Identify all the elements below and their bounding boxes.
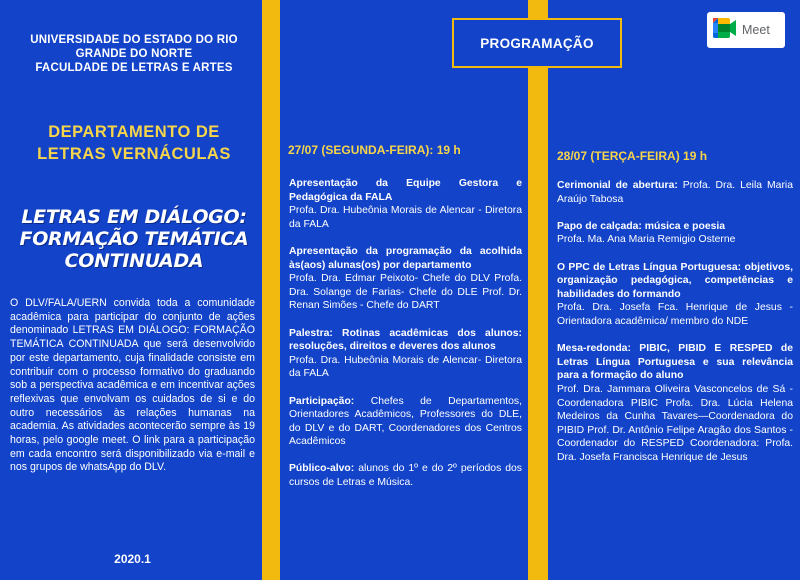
university-name-line2: GRANDE DO NORTE bbox=[75, 48, 193, 60]
item-detail: Profa. Ma. Ana Maria Remigio Osterne bbox=[557, 234, 736, 246]
invitation-text: O DLV/FALA/UERN convida toda a comunidade acadêmica para participar do conjunto de ações denominado LETRAS EM DIÁLOGO: FORMAÇÃO TEMÁTICA CONTINUADA que será desenvolvido por este departamento, cuja finalidade consiste em contribuir com o processo formativo do graduando sob a perspectiva acadêmica e em incentivar ações reflexivas que envolvam os cuidados de si e do outro necessários às relações humanas na academia. As atividades acontecerão sempre às 19 horas, pelo google meet. O link para a participação em cada encontro será disponibilizado via e-mail e nos grupos de whatsApp do DLV. bbox=[10, 297, 255, 474]
meet-logo bbox=[707, 12, 785, 48]
item-title: Público-alvo: bbox=[289, 463, 355, 475]
item-detail: Profa. Dra. Edmar Peixoto- Chefe do DLV Profa. Dra. Solange de Farias- Chefe do DLE Prof. Dr. Renan Simões - Chefe do DART bbox=[289, 273, 522, 312]
event-title-line3: CONTINUADA bbox=[64, 250, 204, 272]
schedule-item bbox=[289, 245, 522, 313]
day2-schedule bbox=[557, 179, 793, 478]
schedule-item bbox=[557, 220, 793, 247]
item-title: Papo de calçada: música e poesia bbox=[557, 220, 726, 232]
item-title: Cerimonial de abertura: bbox=[557, 180, 678, 191]
programacao-box bbox=[452, 18, 622, 68]
item-title: Mesa-redonda: PIBIC, PIBID E RESPED de Letras Língua Portuguesa e sua relevância para a formação do aluno bbox=[557, 343, 793, 382]
department-line2: LETRAS VERNÁCULAS bbox=[37, 145, 231, 163]
semester-label: 2020.1 bbox=[114, 552, 151, 566]
item-detail: alunos do 1º e do 2º períodos dos cursos de Letras e Música. bbox=[289, 463, 523, 489]
department-line1: DEPARTAMENTO DE bbox=[48, 123, 220, 141]
schedule-item bbox=[557, 261, 793, 329]
programacao-label: PROGRAMAÇÃO bbox=[480, 35, 594, 51]
university-name-line1: UNIVERSIDADE DO ESTADO DO RIO bbox=[30, 34, 238, 46]
item-title: Apresentação da programação da acolhida às(aos) alunas(os) por departamento bbox=[289, 245, 522, 271]
item-title: Participação: bbox=[289, 395, 355, 407]
meet-label: Meet bbox=[742, 23, 770, 37]
google-meet-icon bbox=[713, 18, 737, 43]
item-detail: Chefes de Departamentos, Orientadores Acadêmicos, Professores do DLE, do DLV e do DART, Coordenadores dos Centros Acadêmicos bbox=[289, 395, 523, 448]
schedule-item bbox=[557, 179, 793, 206]
left-panel bbox=[0, 0, 262, 580]
item-detail: Prof. Dra. Jammara Oliveira Vasconcelos de Sá - Coordenadora PIBIC Profa. Dra. Lúcia Helena Medeiros da Cunha Tavares—Coordenadora do PIBID Prof. Dr. Antônio Felipe Aragão dos Santos - Coordenador do RESPED Coordenadora: Profa. Dra. Josefa Francisca Henrique de Jesus bbox=[557, 383, 793, 463]
day1-schedule bbox=[289, 177, 522, 503]
faculty-name: FACULDADE DE LETRAS E ARTES bbox=[35, 62, 233, 74]
item-detail: Profa. Dra. Josefa Fca. Henrique de Jesus - Orientadora acadêmica/ membro do NDE bbox=[557, 302, 793, 327]
yellow-divider-left bbox=[262, 0, 280, 580]
item-title: Apresentação da Equipe Gestora e Pedagógica da FALA bbox=[289, 178, 522, 203]
schedule-item bbox=[289, 395, 522, 449]
item-detail: Profa. Dra. Leila Maria Araújo Tabosa bbox=[557, 180, 794, 205]
day2-heading: 28/07 (TERÇA-FEIRA) 19 h bbox=[557, 149, 708, 163]
item-title: Palestra: Rotinas acadêmicas dos alunos: resoluções, direitos e deveres dos alunos bbox=[289, 327, 522, 353]
yellow-divider-right bbox=[528, 0, 548, 580]
department-title bbox=[10, 121, 258, 165]
event-title-line2: FORMAÇÃO TEMÁTICA bbox=[19, 228, 249, 250]
item-title: O PPC de Letras Língua Portuguesa: objetivos, organização pedagógica, competências e habilidades do formando bbox=[557, 261, 793, 300]
university-header bbox=[12, 33, 256, 75]
schedule-item bbox=[289, 462, 522, 489]
schedule-item bbox=[557, 342, 793, 464]
day1-heading: 27/07 (SEGUNDA-FEIRA): 19 h bbox=[288, 143, 461, 157]
schedule-item bbox=[289, 327, 522, 381]
item-detail: Profa. Dra. Hubeônia Morais de Alencar- Diretora da FALA bbox=[289, 354, 522, 380]
schedule-item bbox=[289, 177, 522, 231]
item-detail: Profa. Dra. Hubeônia Morais de Alencar - Diretora da FALA bbox=[289, 205, 522, 230]
event-title-line1: LETRAS EM DIÁLOGO: bbox=[21, 206, 247, 228]
event-title bbox=[8, 206, 260, 272]
